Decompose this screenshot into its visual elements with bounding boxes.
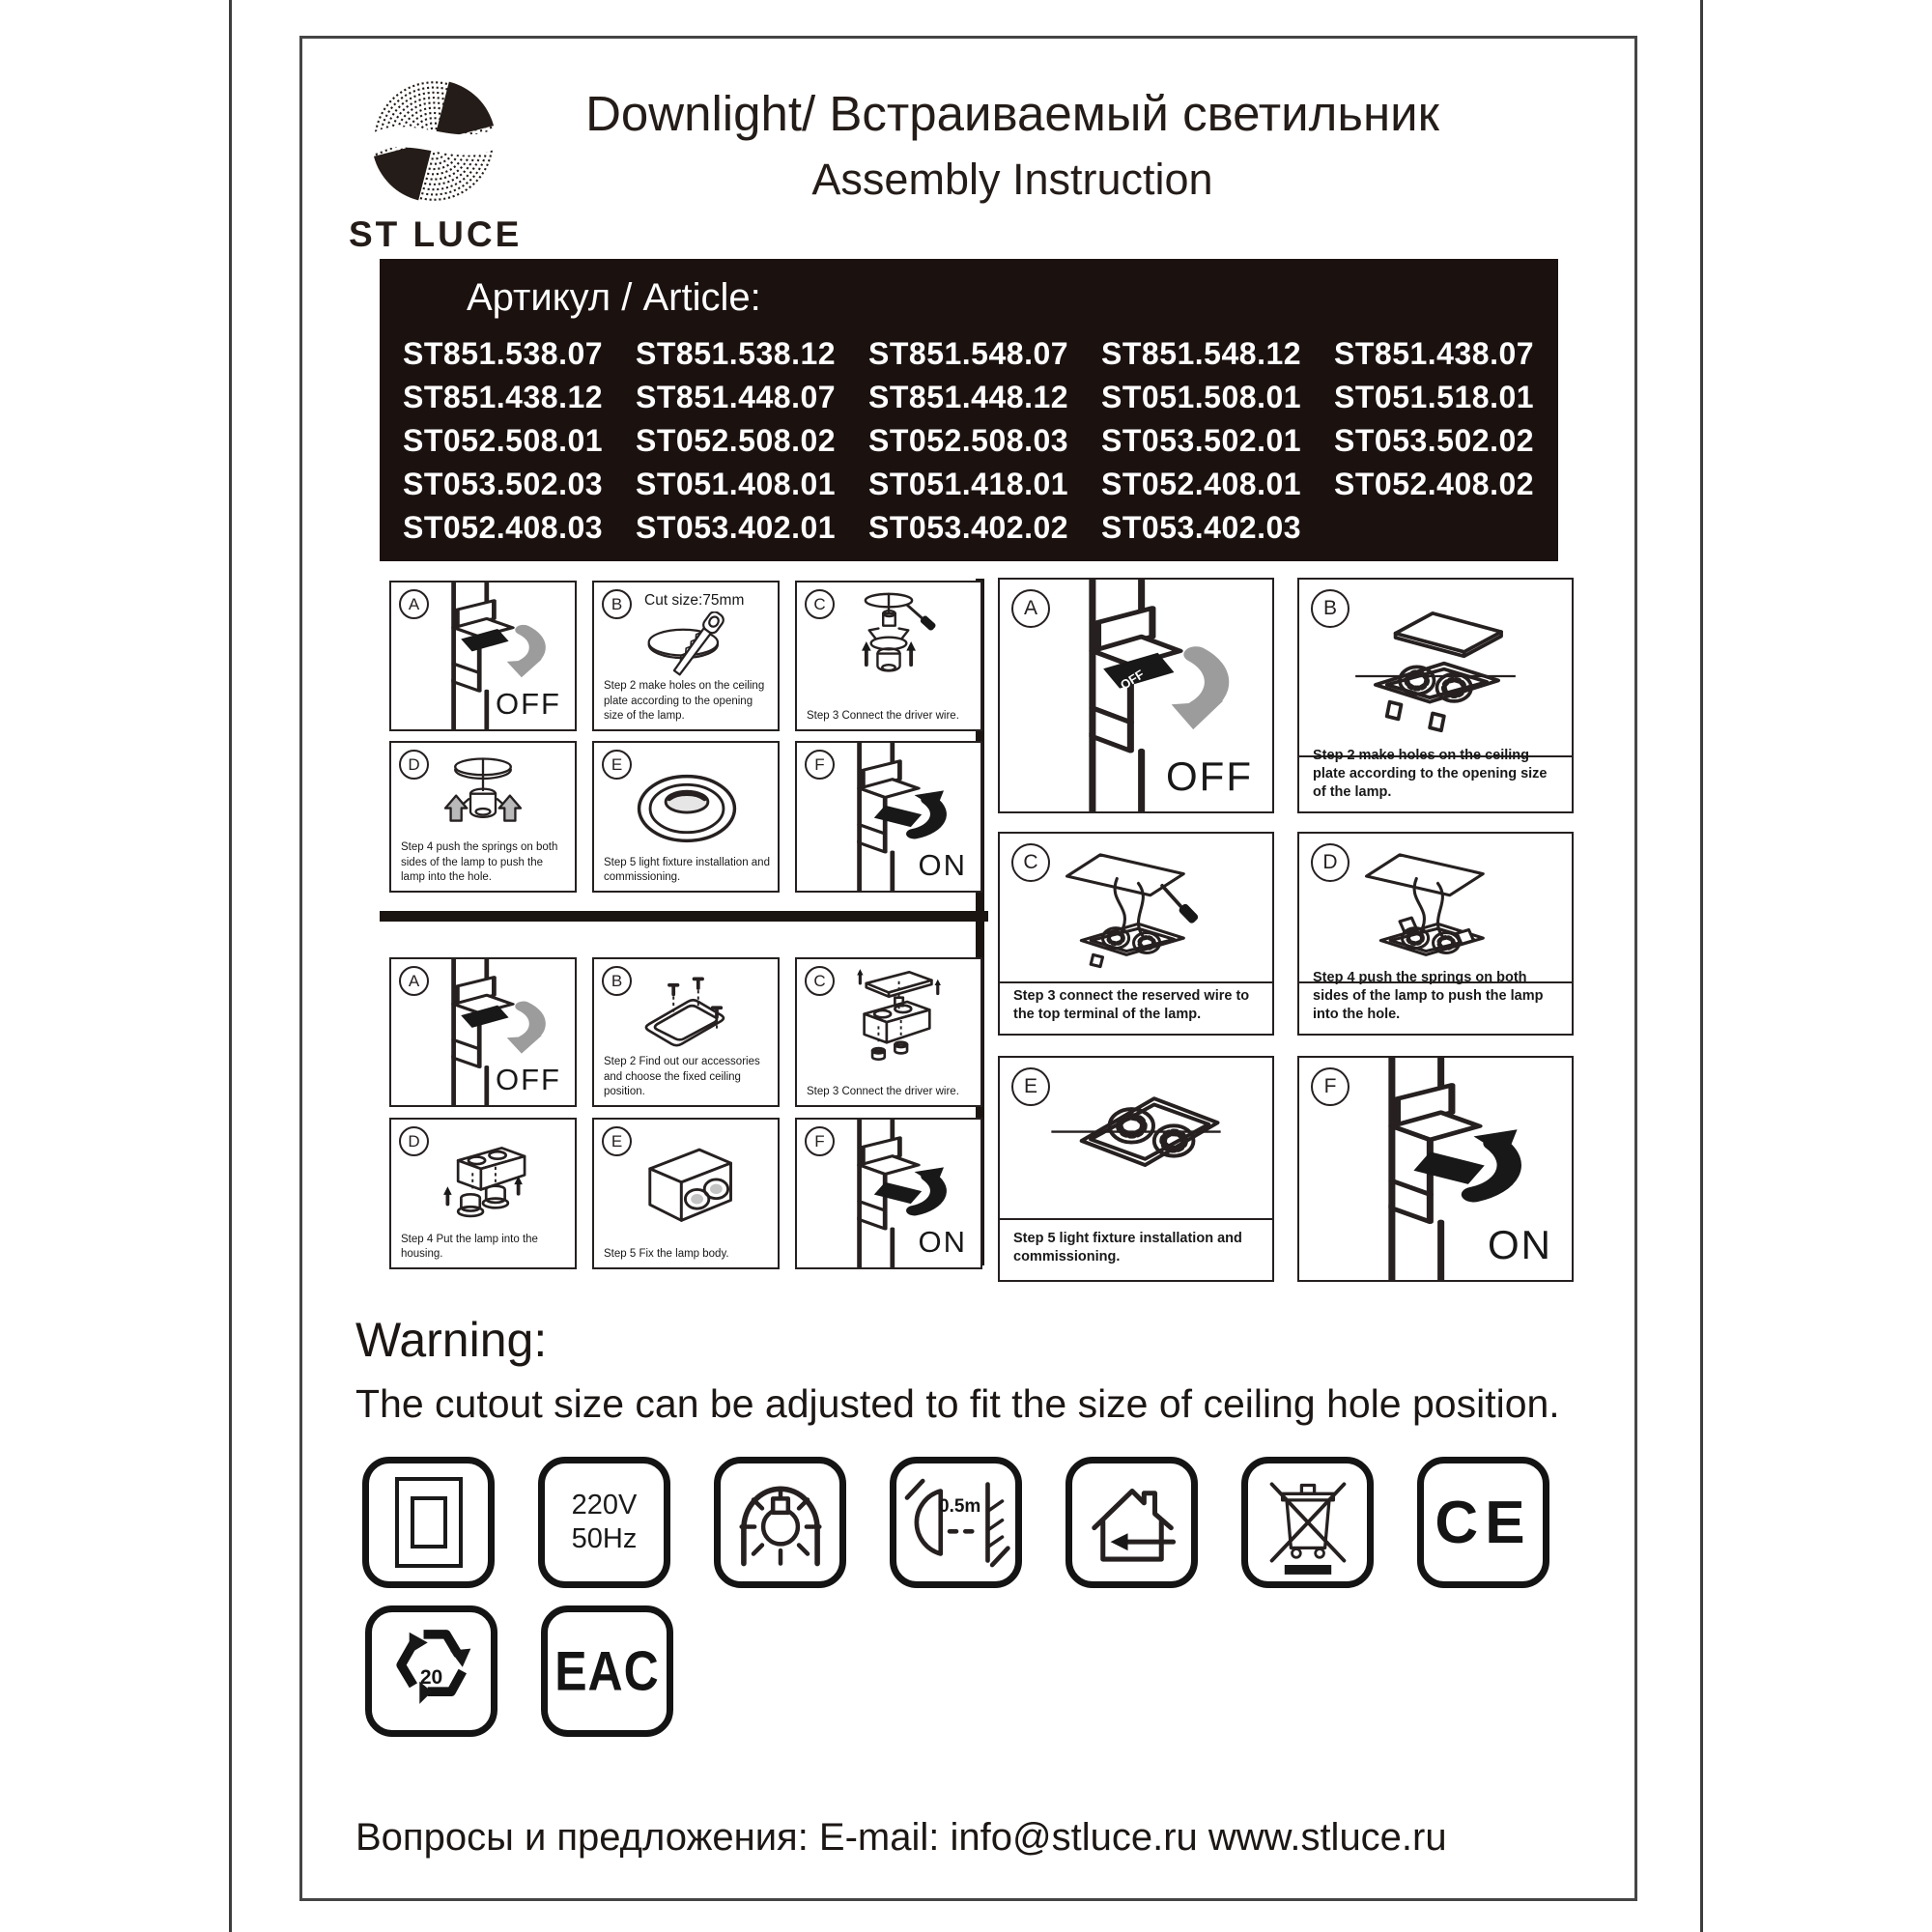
step-panel-round-on	[795, 741, 982, 893]
step-caption: Step 5 light fixture installation and commissioning.	[1013, 1230, 1242, 1264]
article-number: ST052.508.03	[868, 423, 1069, 458]
step-caption: Step 3 connect the reserved wire to the top terminal of the lamp.	[1013, 987, 1250, 1022]
toggle-text: OFF	[1118, 667, 1147, 693]
step-letter: F	[805, 750, 835, 780]
caption-divider	[999, 1218, 1273, 1220]
frequency-value: 50Hz	[571, 1523, 638, 1554]
article-number: ST052.508.01	[403, 423, 604, 458]
article-number: ST851.548.12	[1101, 336, 1302, 371]
step-letter: C	[805, 589, 835, 619]
step-panel-box-on	[795, 1118, 982, 1269]
article-heading: Артикул / Article:	[467, 276, 761, 319]
step-panel-box-fix	[592, 1118, 780, 1269]
step-letter: C	[805, 966, 835, 996]
ce-text: CE	[1435, 1489, 1532, 1556]
article-number: ST851.538.12	[636, 336, 837, 371]
step-letter: D	[399, 1126, 429, 1156]
article-number: ST052.408.01	[1101, 467, 1302, 501]
article-number: ST053.402.01	[636, 510, 837, 545]
indoor-use-icon	[1065, 1457, 1198, 1588]
article-block	[380, 259, 1558, 561]
step-panel-double-cut	[1297, 578, 1574, 813]
step-panel-box-insert	[389, 1118, 577, 1269]
document-title: Downlight/ Встраиваемый светильник	[585, 86, 1439, 141]
warning-heading: Warning:	[355, 1313, 548, 1367]
step-letter: A	[1011, 589, 1050, 628]
warning-text: The cutout size can be adjusted to fit the size of ceiling hole position.	[355, 1381, 1560, 1426]
article-number: ST052.508.02	[636, 423, 837, 458]
contact-line: Вопросы и предложения: E-mail: info@stluce.ru www.stluce.ru	[355, 1816, 1447, 1859]
step-panel-box-position	[592, 957, 780, 1107]
class-ii-insulation-icon	[362, 1457, 495, 1588]
step-caption: Step 4 push the springs on both sides of the lamp to push the lamp into the hole.	[401, 841, 558, 883]
step-letter: E	[602, 1126, 632, 1156]
step-letter: E	[602, 750, 632, 780]
step-letter: B	[1311, 589, 1350, 628]
article-number: ST851.448.12	[868, 380, 1069, 414]
step-letter: E	[1011, 1067, 1050, 1106]
step-letter: D	[399, 750, 429, 780]
step-caption: Step 2 Find out our accessories and choose the fixed ceiling position.	[604, 1056, 760, 1097]
step-panel-double-wire	[998, 832, 1274, 1036]
step-caption: Step 3 Connect the driver wire.	[807, 709, 959, 722]
eac-text: EAC	[554, 1639, 660, 1703]
step-caption: Step 2 make holes on the ceiling plate according to the opening size of the lamp.	[604, 680, 765, 722]
step-letter: A	[399, 589, 429, 619]
switch-state-label: OFF	[1166, 753, 1253, 799]
step-letter: B	[602, 589, 632, 619]
step-caption: Step 4 Put the lamp into the housing.	[401, 1233, 538, 1260]
article-number: ST851.438.12	[403, 380, 604, 414]
page-edge-line-left	[229, 0, 232, 1932]
step-panel-double-springs	[1297, 832, 1574, 1036]
article-number: ST053.402.02	[868, 510, 1069, 545]
article-number: ST851.548.07	[868, 336, 1069, 371]
article-number: ST851.538.07	[403, 336, 604, 371]
cut-size-note: Cut size:75mm	[644, 592, 745, 609]
step-letter: B	[602, 966, 632, 996]
document-subtitle: Assembly Instruction	[811, 155, 1213, 204]
article-number: ST051.418.01	[868, 467, 1069, 501]
step-panel-round-finish	[592, 741, 780, 893]
step-panel-round-cut	[592, 581, 780, 731]
eac-mark-icon	[541, 1605, 673, 1737]
recycle-code: 20	[419, 1666, 443, 1689]
document-frame	[299, 36, 1637, 1901]
step-letter: A	[399, 966, 429, 996]
recessed-luminaire-icon	[714, 1457, 846, 1588]
step-caption: Step 3 Connect the driver wire.	[807, 1085, 959, 1097]
recycle-20-icon	[365, 1605, 497, 1737]
step-caption: Step 5 light fixture installation and commissioning.	[604, 856, 770, 883]
article-number: ST053.502.02	[1334, 423, 1535, 458]
step-panel-double-finish	[998, 1056, 1274, 1282]
group-divider-horizontal	[380, 911, 988, 922]
brand-name: ST LUCE	[349, 214, 523, 254]
ce-mark-icon	[1417, 1457, 1549, 1588]
article-number: ST051.518.01	[1334, 380, 1535, 414]
step-panel-box-off	[389, 957, 577, 1107]
stluce-logo-icon	[370, 77, 497, 205]
article-number: ST851.448.07	[636, 380, 837, 414]
caption-divider	[999, 981, 1273, 983]
step-caption: Step 5 Fix the lamp body.	[604, 1247, 729, 1260]
switch-state-label: OFF	[496, 1063, 561, 1096]
step-panel-box-wire	[795, 957, 982, 1107]
switch-state-label: ON	[918, 848, 967, 882]
switch-state-label: OFF	[496, 687, 561, 721]
article-number: ST053.502.03	[403, 467, 604, 501]
step-panel-round-wire	[795, 581, 982, 731]
article-number: ST051.508.01	[1101, 380, 1302, 414]
min-distance-icon	[890, 1457, 1022, 1588]
step-panel-double-on	[1297, 1056, 1574, 1282]
step-letter: F	[1311, 1067, 1350, 1106]
step-letter: D	[1311, 843, 1350, 882]
article-number: ST053.502.01	[1101, 423, 1302, 458]
switch-state-label: ON	[918, 1225, 967, 1259]
voltage-rating-icon	[538, 1457, 670, 1588]
step-caption: Step 2 make holes on the ceiling plate according to the opening size of the lamp.	[1313, 747, 1548, 800]
weee-no-trash-icon	[1241, 1457, 1374, 1588]
article-number: ST052.408.02	[1334, 467, 1535, 501]
step-panel-round-springs	[389, 741, 577, 893]
step-letter: F	[805, 1126, 835, 1156]
step-panel-double-off	[998, 578, 1274, 813]
page-edge-line-right	[1700, 0, 1703, 1932]
article-list	[403, 336, 1567, 546]
article-number: ST051.408.01	[636, 467, 837, 501]
distance-value: 0.5m	[939, 1496, 981, 1517]
article-number: ST851.438.07	[1334, 336, 1535, 371]
step-panel-round-off	[389, 581, 577, 731]
voltage-value: 220V	[571, 1490, 638, 1521]
article-number: ST052.408.03	[403, 510, 604, 545]
toggle-text: ON	[1430, 1177, 1454, 1201]
switch-state-label: ON	[1488, 1222, 1552, 1267]
article-number: ST053.402.03	[1101, 510, 1302, 545]
step-letter: C	[1011, 843, 1050, 882]
step-caption: Step 4 push the springs on both sides of the lamp to push the lamp into the hole.	[1313, 969, 1544, 1022]
